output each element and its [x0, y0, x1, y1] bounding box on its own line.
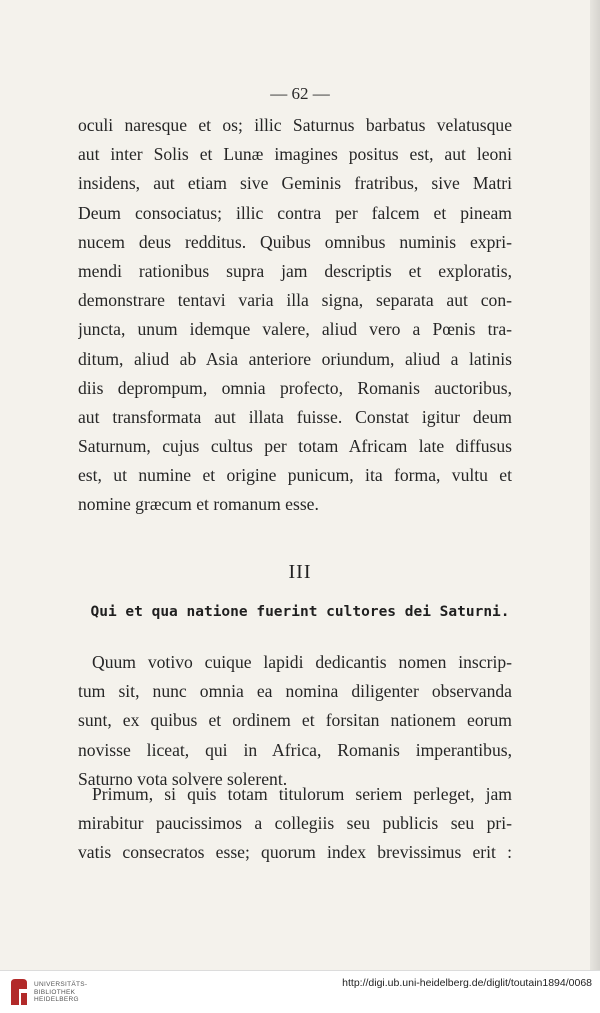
text-line: demonstrare tentavi varia illa signa, separata aut con-	[78, 290, 512, 311]
text-line: Quum votivo cuique lapidi dedicantis nomen inscrip-	[92, 652, 512, 672]
text-line: oculi naresque et os; illic Saturnus barbatus velatusque	[78, 115, 512, 135]
text-line: nucem deus redditus. Quibus omnibus numinis expri-	[78, 231, 512, 252]
page-edge	[590, 0, 600, 970]
text-line: aut inter Solis et Lunæ imagines positus est, aut leoni	[78, 144, 512, 165]
text-line: Deum consociatus; illic contra per falcem et pineam	[78, 202, 512, 223]
text-line: insidens, aut etiam sive Geminis fratribus, sive Matri	[78, 173, 512, 194]
text-line: vatis consecratos esse; quorum index brevissimus erit :	[78, 842, 512, 863]
text-line: Saturnum, cujus cultus per totam Africam late diffusus	[78, 436, 512, 457]
permalink-url[interactable]: http://digi.ub.uni-heidelberg.de/diglit/toutain1894/0068	[342, 977, 592, 989]
text-line: ditum, aliud ab Asia anteriore oriundum, aliud a latinis	[78, 348, 512, 369]
logo-line: BIBLIOTHEK	[34, 988, 76, 996]
library-logo-icon	[8, 977, 30, 1007]
text-line: mendi rationibus supra jam descriptis et exploratis,	[78, 260, 512, 281]
text-line: tum sit, nunc omnia ea nomina diligenter observanda	[78, 681, 512, 702]
text-line: juncta, unum idemque valere, aliud vero a Pœnis tra-	[78, 319, 512, 340]
viewer-footer	[0, 970, 600, 1013]
text-line: novisse liceat, qui in Africa, Romanis imperantibus,	[78, 739, 512, 760]
library-logo-text	[34, 981, 87, 1004]
logo-line: HEIDELBERG	[34, 996, 79, 1003]
text-line: Saturno vota solvere solerent.	[78, 768, 288, 789]
paragraph-1	[78, 111, 512, 520]
text-line: diis deprompum, omnia profecto, Romanis auctoribus,	[78, 377, 512, 398]
text-line: sunt, ex quibus et ordinem et forsitan nationem eorum	[78, 710, 512, 731]
paragraph-3	[78, 780, 512, 868]
section-title: Qui et qua natione fuerint cultores dei Saturni.	[90, 604, 510, 620]
logo-line: UNIVERSITÄTS-	[34, 981, 88, 988]
text-line: aut transformata aut illata fuisse. Constat igitur deum	[78, 406, 512, 427]
text-line: mirabitur paucissimos a collegiis seu publicis seu pri-	[78, 813, 512, 834]
text-line: est, ut numine et origine punicum, ita forma, vultu et	[78, 465, 512, 486]
page-number: — 62 —	[270, 84, 330, 103]
section-number: III	[288, 561, 312, 583]
paragraph-2	[78, 648, 512, 794]
text-line: nomine græcum et romanum esse.	[78, 494, 319, 515]
text-line: Primum, si quis totam titulorum seriem perleget, jam	[92, 784, 512, 804]
